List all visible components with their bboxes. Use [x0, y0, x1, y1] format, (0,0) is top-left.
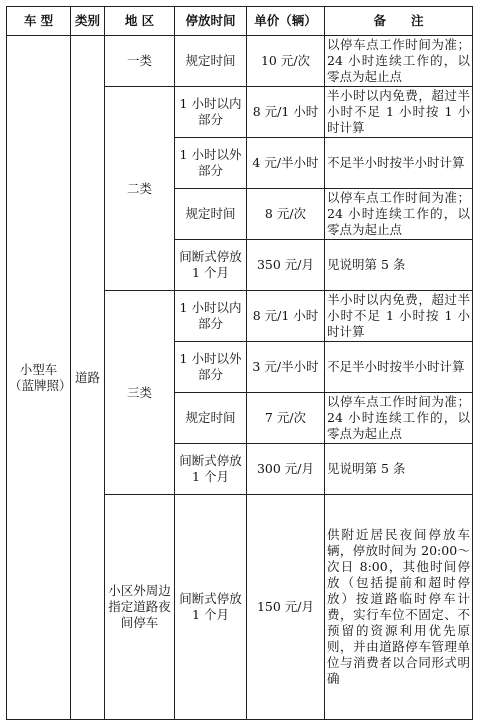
- price-cell: 10 元/次: [247, 36, 325, 87]
- price-cell: 300 元/月: [247, 444, 325, 495]
- header-remarks: 备 注: [325, 7, 473, 36]
- parking-time-cell: 规定时间: [175, 189, 247, 240]
- parking-time-cell: 规定时间: [175, 393, 247, 444]
- parking-time-cell: 间断式停放 1 个月: [175, 240, 247, 291]
- price-cell: 4 元/半小时: [247, 138, 325, 189]
- price-cell: 7 元/次: [247, 393, 325, 444]
- parking-time-cell: 规定时间: [175, 36, 247, 87]
- category-cell: 道路: [71, 36, 105, 720]
- fee-table-container: [6, 6, 473, 720]
- price-cell: 3 元/半小时: [247, 342, 325, 393]
- header-area: 地 区: [105, 7, 175, 36]
- price-cell: 8 元/1 小时: [247, 87, 325, 138]
- vehicle-type-cell: 小型车（蓝牌照）: [7, 36, 71, 720]
- remark-cell: 以停车点工作时间为准；24 小时连续工作的，以零点为起止点: [325, 36, 473, 87]
- area-class2: 二类: [105, 87, 175, 291]
- area-class3: 三类: [105, 291, 175, 495]
- parking-time-cell: 间断式停放 1 个月: [175, 444, 247, 495]
- remark-cell: 半小时以内免费，超过半小时不足 1 小时按 1 小时计算: [325, 87, 473, 138]
- price-cell: 350 元/月: [247, 240, 325, 291]
- parking-time-cell: 1 小时以内部分: [175, 291, 247, 342]
- header-category: 类别: [71, 7, 105, 36]
- area-community: 小区外周边指定道路夜间停车: [105, 495, 175, 720]
- remark-cell: 以停车点工作时间为准；24 小时连续工作的，以零点为起止点: [325, 189, 473, 240]
- remark-cell: 不足半小时按半小时计算: [325, 138, 473, 189]
- remark-cell: 不足半小时按半小时计算: [325, 342, 473, 393]
- remark-cell: 供附近居民夜间停放车辆，停放时间为 20:00～次日 8:00，其他时间停放（包括提前和超时停放）按道路临时停车计费，实行车位不固定、不预留的资源利用优先原则，并由道路停车管理单位与消费者以合同形式明确: [325, 495, 473, 720]
- header-parking-time: 停放时间: [175, 7, 247, 36]
- price-cell: 8 元/1 小时: [247, 291, 325, 342]
- table-row: [7, 36, 473, 87]
- price-cell: 8 元/次: [247, 189, 325, 240]
- area-class1: 一类: [105, 36, 175, 87]
- header-row: [7, 7, 473, 36]
- remark-cell: 见说明第 5 条: [325, 240, 473, 291]
- header-vehicle-type: 车 型: [7, 7, 71, 36]
- header-unit-price: 单价（辆）: [247, 7, 325, 36]
- remark-cell: 以停车点工作时间为准；24 小时连续工作的，以零点为起止点: [325, 393, 473, 444]
- parking-fee-table: [6, 6, 473, 720]
- parking-time-cell: 间断式停放 1 个月: [175, 495, 247, 720]
- parking-time-cell: 1 小时以内部分: [175, 87, 247, 138]
- parking-time-cell: 1 小时以外部分: [175, 138, 247, 189]
- price-cell: 150 元/月: [247, 495, 325, 720]
- parking-time-cell: 1 小时以外部分: [175, 342, 247, 393]
- remark-cell: 半小时以内免费，超过半小时不足 1 小时按 1 小时计算: [325, 291, 473, 342]
- remark-cell: 见说明第 5 条: [325, 444, 473, 495]
